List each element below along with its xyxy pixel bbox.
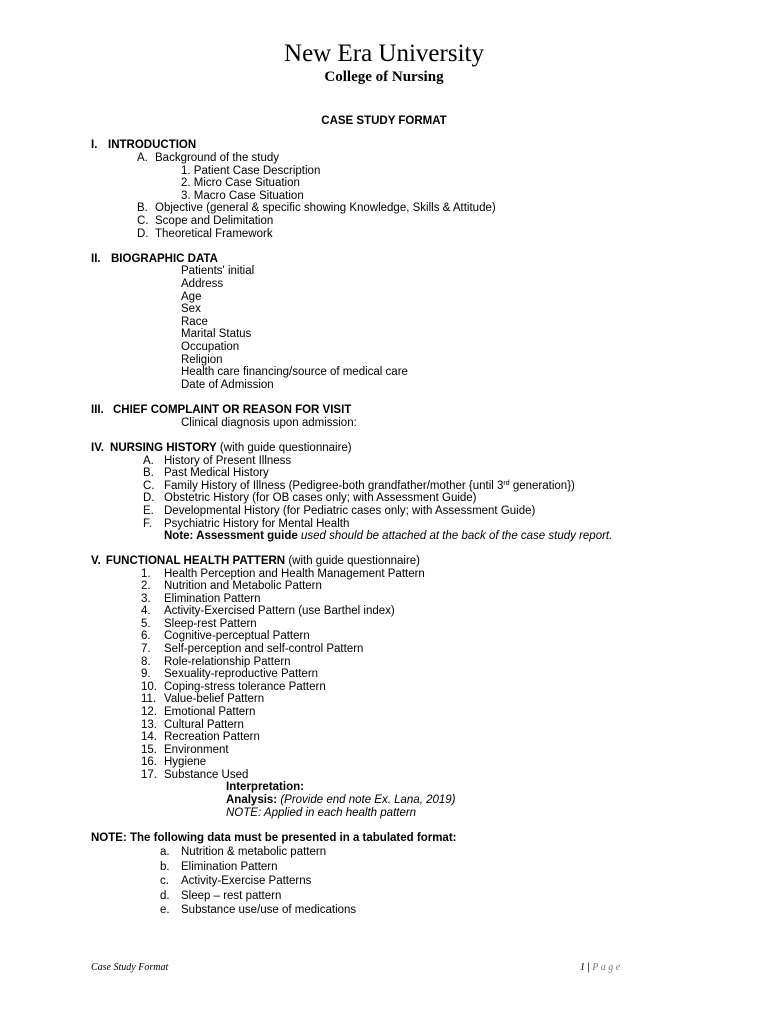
college-name: College of Nursing bbox=[324, 69, 444, 85]
list-item-marker: c. bbox=[160, 875, 169, 887]
list-item-text: generation}) bbox=[509, 480, 575, 492]
page-separator: | bbox=[585, 962, 593, 973]
sub-list-item: 1. Patient Case Description bbox=[181, 165, 321, 177]
list-item-marker: b. bbox=[160, 861, 170, 873]
analysis-text: (Provide end note Ex. Lana, 2019) bbox=[277, 794, 456, 806]
biographic-field: Date of Admission bbox=[181, 379, 274, 391]
section-2-heading: BIOGRAPHIC DATA bbox=[111, 253, 218, 265]
list-item: Sleep-rest Pattern bbox=[164, 618, 257, 630]
document-title: CASE STUDY FORMAT bbox=[321, 115, 447, 127]
biographic-field: Patients' initial bbox=[181, 265, 255, 277]
list-item: Substance Used bbox=[164, 769, 249, 781]
assessment-note bbox=[164, 530, 612, 543]
list-item: Nutrition & metabolic pattern bbox=[181, 846, 327, 858]
list-item-marker: 12. bbox=[141, 706, 157, 718]
list-item: History of Present Illness bbox=[164, 455, 292, 467]
interpretation-label: Interpretation: bbox=[226, 781, 304, 793]
list-item: Background of the study bbox=[155, 152, 280, 164]
section-1-number: I. bbox=[91, 139, 98, 151]
list-item-marker: 5. bbox=[141, 618, 151, 630]
list-item-marker: 14. bbox=[141, 731, 157, 743]
list-item: Elimination Pattern bbox=[181, 861, 278, 873]
list-item-marker: 7. bbox=[141, 643, 151, 655]
biographic-field: Religion bbox=[181, 354, 223, 366]
list-item: Obstetric History (for OB cases only; with Assessment Guide) bbox=[164, 492, 477, 504]
list-item-marker: 3. bbox=[141, 593, 151, 605]
list-item-marker: D. bbox=[143, 492, 155, 504]
list-item-marker: 1. bbox=[141, 568, 151, 580]
list-item-marker: C. bbox=[137, 215, 149, 227]
list-item-marker: 6. bbox=[141, 630, 151, 642]
list-item: Developmental History (for Pediatric cases only; with Assessment Guide) bbox=[164, 505, 536, 517]
list-item: Objective (general & specific showing Knowledge, Skills & Attitude) bbox=[155, 202, 496, 214]
list-item-marker: 11. bbox=[141, 693, 157, 705]
sub-list-item: 3. Macro Case Situation bbox=[181, 190, 304, 202]
list-item: Scope and Delimitation bbox=[155, 215, 274, 227]
biographic-field: Marital Status bbox=[181, 328, 252, 340]
section-4-heading-row bbox=[91, 442, 352, 455]
footer-page-indicator bbox=[580, 962, 623, 973]
list-item: Theoretical Framework bbox=[155, 228, 273, 240]
section-4-number: IV. bbox=[91, 442, 105, 454]
list-item: Coping-stress tolerance Pattern bbox=[164, 681, 326, 693]
section-5-heading-row bbox=[91, 555, 420, 568]
section-3-number: III. bbox=[91, 404, 104, 416]
assessment-note-text: used should be attached at the back of the case study report. bbox=[297, 530, 613, 542]
list-item: Self-perception and self-control Pattern bbox=[164, 643, 364, 655]
section-4-heading-suffix: (with guide questionnaire) bbox=[216, 442, 352, 454]
section-2-number: II. bbox=[91, 253, 101, 265]
list-item: Sleep – rest pattern bbox=[181, 890, 282, 902]
list-item: Clinical diagnosis upon admission: bbox=[181, 417, 357, 429]
list-item-marker: 17. bbox=[141, 769, 157, 781]
list-item: Role-relationship Pattern bbox=[164, 656, 291, 668]
list-item-marker: A. bbox=[137, 152, 148, 164]
biographic-field: Age bbox=[181, 291, 202, 303]
biographic-field: Address bbox=[181, 278, 224, 290]
list-item-text: Family History of Illness (Pedigree-both grandfather/mother {until 3 bbox=[164, 480, 504, 492]
section-5-heading-suffix: (with guide questionnaire) bbox=[285, 555, 421, 567]
superscript: rd bbox=[503, 480, 510, 487]
list-item: Cultural Pattern bbox=[164, 719, 244, 731]
page-word: Page bbox=[592, 962, 623, 973]
analysis-line bbox=[226, 794, 456, 807]
section-5-number: V. bbox=[91, 555, 101, 567]
list-item-marker: 15. bbox=[141, 744, 157, 756]
list-item-marker: F. bbox=[143, 518, 152, 530]
list-item-marker: 8. bbox=[141, 656, 151, 668]
list-item-marker: 4. bbox=[141, 605, 151, 617]
list-item: Cognitive-perceptual Pattern bbox=[164, 630, 310, 642]
list-item: Hygiene bbox=[164, 756, 207, 768]
list-item-marker: B. bbox=[137, 202, 148, 214]
list-item-marker: 10. bbox=[141, 681, 157, 693]
list-item: Past Medical History bbox=[164, 467, 269, 479]
footer-document-name: Case Study Format bbox=[91, 962, 169, 973]
list-item: Health Perception and Health Management Pattern bbox=[164, 568, 425, 580]
list-item-marker: 2. bbox=[141, 580, 151, 592]
pattern-note: NOTE: Applied in each health pattern bbox=[226, 807, 417, 819]
section-1-heading: INTRODUCTION bbox=[108, 139, 197, 151]
university-name: New Era University bbox=[284, 40, 484, 67]
list-item-marker: 9. bbox=[141, 668, 151, 680]
list-item: Sexuality-reproductive Pattern bbox=[164, 668, 319, 680]
list-item-marker: D. bbox=[137, 228, 149, 240]
list-item-marker: A. bbox=[143, 455, 154, 467]
section-5-heading: FUNCTIONAL HEALTH PATTERN bbox=[105, 555, 286, 567]
list-item-marker: B. bbox=[143, 467, 154, 479]
list-item: Value-belief Pattern bbox=[164, 693, 265, 705]
list-item-marker: e. bbox=[160, 904, 170, 916]
section-4-heading: NURSING HISTORY bbox=[110, 442, 217, 454]
biographic-field: Health care financing/source of medical care bbox=[181, 366, 408, 378]
section-3-heading: CHIEF COMPLAINT OR REASON FOR VISIT bbox=[113, 404, 352, 416]
list-item-marker: E. bbox=[143, 505, 154, 517]
list-item: Emotional Pattern bbox=[164, 706, 256, 718]
biographic-field: Sex bbox=[181, 303, 201, 315]
list-item: Recreation Pattern bbox=[164, 731, 260, 743]
sub-list-item: 2. Micro Case Situation bbox=[181, 177, 300, 189]
list-item-marker: d. bbox=[160, 890, 170, 902]
biographic-field: Occupation bbox=[181, 341, 240, 353]
analysis-label: Analysis: bbox=[226, 794, 278, 806]
list-item-marker: C. bbox=[143, 480, 155, 492]
list-item-marker: 13. bbox=[141, 719, 157, 731]
list-item: Substance use/use of medications bbox=[181, 904, 357, 916]
list-item: Environment bbox=[164, 744, 229, 756]
list-item: Nutrition and Metabolic Pattern bbox=[164, 580, 322, 592]
list-item-marker: a. bbox=[160, 846, 170, 858]
list-item: Elimination Pattern bbox=[164, 593, 261, 605]
page-number: 1 bbox=[580, 962, 585, 973]
list-item: Psychiatric History for Mental Health bbox=[164, 518, 350, 530]
list-item: Activity-Exercised Pattern (use Barthel index) bbox=[164, 605, 395, 617]
assessment-note-label: Note: Assessment guide bbox=[164, 530, 298, 542]
tabulated-format-note: NOTE: The following data must be presented in a tabulated format: bbox=[91, 832, 457, 844]
list-item bbox=[164, 480, 575, 493]
list-item: Activity-Exercise Patterns bbox=[181, 875, 312, 887]
biographic-field: Race bbox=[181, 316, 208, 328]
list-item-marker: 16. bbox=[141, 756, 157, 768]
